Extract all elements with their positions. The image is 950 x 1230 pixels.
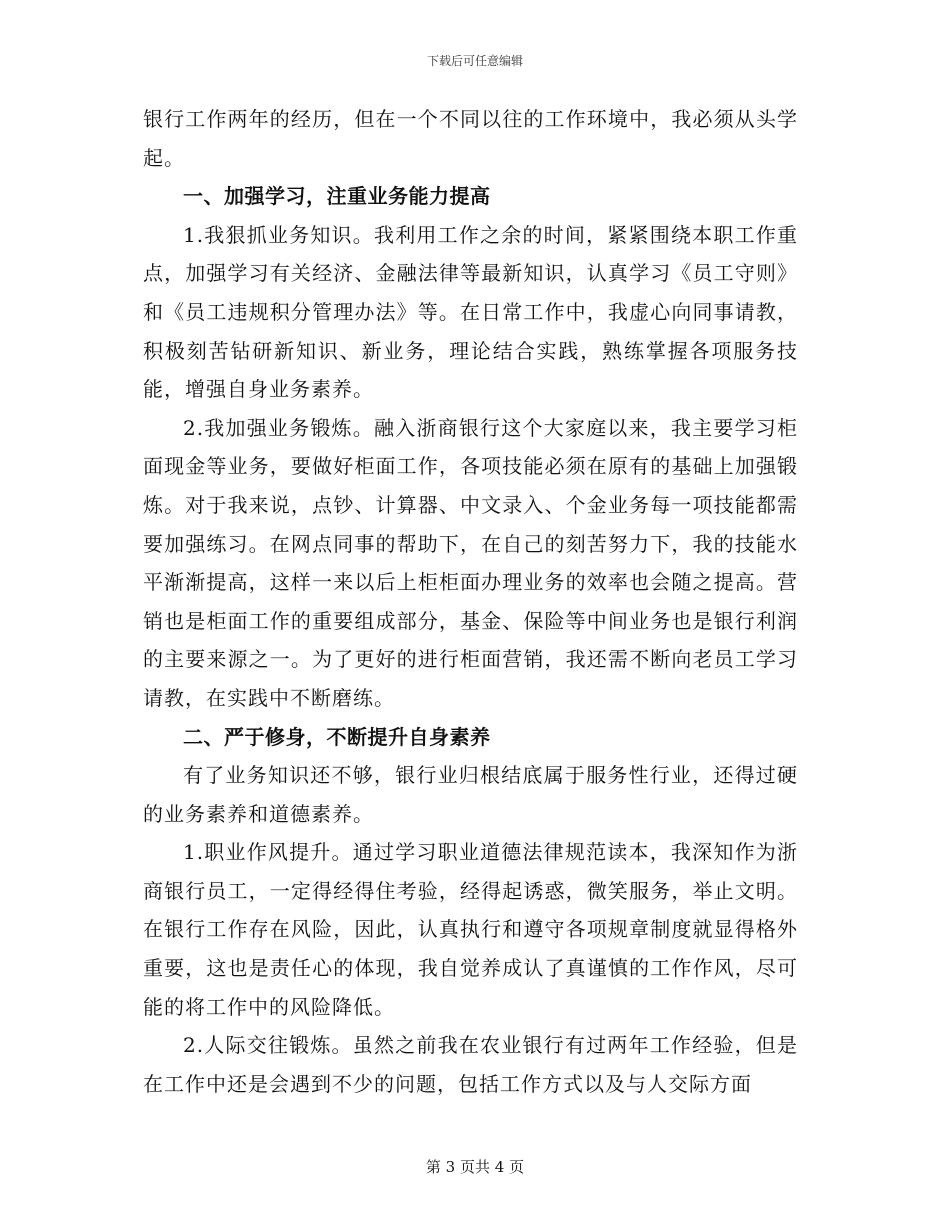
- section-heading-2: 二、严于修身，不断提升自身素养: [183, 724, 491, 749]
- paragraph-interpersonal-skills: 2.人际交往锻炼。虽然之前我在农业银行有过两年工作经验，但是在工作中还是会遇到不少的问题，包括工作方式以及与人交际方面: [143, 1033, 798, 1096]
- section-heading-1: 一、加强学习，注重业务能力提高: [183, 184, 491, 209]
- paragraph-self-cultivation-intro: 有了业务知识还不够，银行业归根结底属于服务性行业，还得过硬的业务素养和道德素养。: [143, 763, 798, 826]
- paragraph-continuation: 银行工作两年的经历，但在一个不同以往的工作环境中，我必须从头学起。: [143, 107, 798, 170]
- document-body: [143, 100, 798, 1103]
- page-header: 下载后可任意编辑: [426, 54, 523, 68]
- paragraph-business-knowledge: 1.我狠抓业务知识。我利用工作之余的时间，紧紧围绕本职工作重点，加强学习有关经济、金融法律等最新知识，认真学习《员工守则》和《员工违规积分管理办法》等。在日常工作中，我虚心向同事请教，积极刻苦钻研新知识、新业务，理论结合实践，熟练掌握各项服务技能，增强自身业务素养。: [143, 222, 798, 402]
- page-footer: 第 3 页共 4 页: [425, 1158, 525, 1176]
- paragraph-business-training: 2.我加强业务锻炼。融入浙商银行这个大家庭以来，我主要学习柜面现金等业务，要做好柜面工作，各项技能必须在原有的基础上加强锻炼。对于我来说，点钞、计算器、中文录入、个金业务每一项技能都需要加强练习。在网点同事的帮助下，在自己的刻苦努力下，我的技能水平渐渐提高，这样一来以后上柜柜面办理业务的效率也会随之提高。营销也是柜面工作的重要组成部分，基金、保险等中间业务也是银行利润的主要来源之一。为了更好的进行柜面营销，我还需不断向老员工学习请教，在实践中不断磨练。: [143, 415, 798, 710]
- paragraph-professional-conduct: 1.职业作风提升。通过学习职业道德法律规范读本，我深知作为浙商银行员工，一定得经得住考验，经得起诱惑，微笑服务，举止文明。在银行工作存在风险，因此，认真执行和遵守各项规章制度就显得格外重要，这也是责任心的体现，我自觉养成认了真谨慎的工作作风，尽可能的将工作中的风险降低。: [143, 840, 798, 1019]
